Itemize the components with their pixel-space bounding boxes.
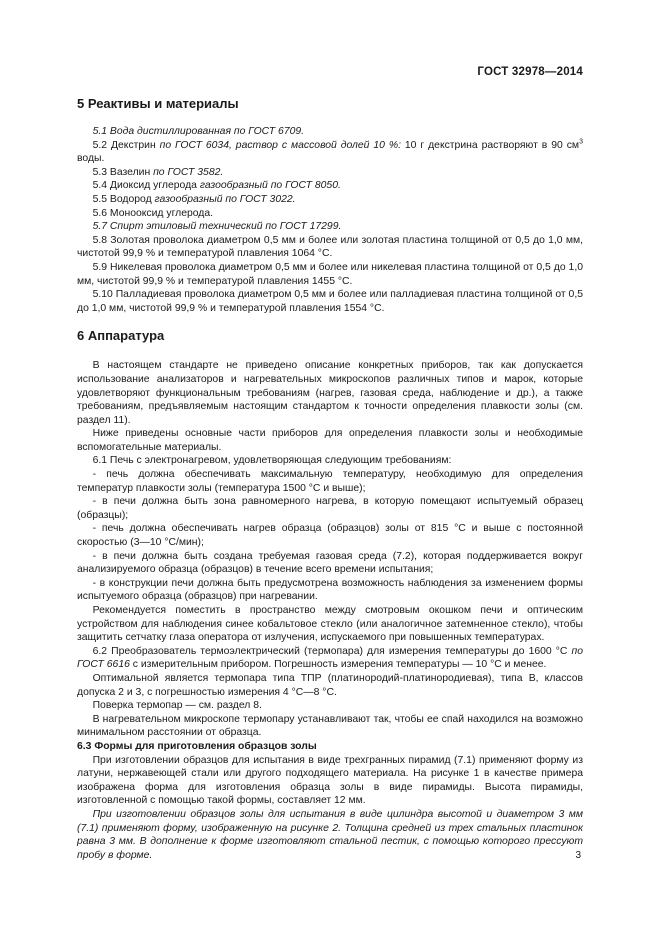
item-5-7: 5.7 Спирт этиловый технический по ГОСТ 17299. xyxy=(92,221,342,233)
paragraph: При изготовлении образцов для испытания в виде трехгранных пирамид (7.1) применяют форму из латуни, нержавеющей стали или другого подходящего материала. На рисунке 1 в качестве примера изображена форма для изготовления образца золы в виде пирамиды. Высота пирамиды, изготовленной с помощью такой формы, составляет 12 мм. xyxy=(77,754,583,807)
page-number: 3 xyxy=(575,850,581,861)
item-5-10: 5.10 Палладиевая проволока диаметром 0,5 мм и более или палладиевая пластина толщиной от 0,5 до 1,0 мм, чистотой 99,9 % и температурой плавления 1554 °С. xyxy=(77,289,583,314)
bullet-item: - печь должна обеспечивать максимальную температуру, необходимую для определения температур плавкости золы (температура 1500 °С и выше); xyxy=(77,469,583,494)
item-5-5: 5.5 Водород газообразный по ГОСТ 3022. xyxy=(92,193,296,205)
paragraph: Оптимальной является термопара типа ТПР (платинородий-платинородиевая), типа В, классов допуска 2 и 3, с погрешностью измерения 4 °С—8 °С. xyxy=(77,672,583,698)
item-5-1: 5.1 Вода дистиллированная по ГОСТ 6709. xyxy=(92,126,305,137)
paragraph: Ниже приведены основные части приборов для определения плавкости золы и необходимые вспомогательные материалы. xyxy=(77,428,583,453)
paragraph: При изготовлении образцов золы для испытания в виде цилиндра высотой и диаметром 3 мм (7.1) применяют форму, изображенную на рисунке 2. Толщина средней из трех стальных пластинок равна 3 мм. В дополнение к форме изготовляют стальной пестик, с помощью которого прессуют пробу в форме. xyxy=(77,808,583,861)
item-5-9: 5.9 Никелевая проволока диаметром 0,5 мм и более или никелевая пластина толщиной от 0,5 до 1,0 мм, чистотой 99,9 % и температурой плавления 1455 °С. xyxy=(77,261,583,287)
subsection-6-3-title: 6.3 Формы для приготовления образцов золы xyxy=(77,740,317,752)
section-6-title: 6 Аппаратура xyxy=(77,328,165,344)
paragraph: Поверка термопар — см. раздел 8. xyxy=(92,700,262,712)
page-content xyxy=(77,96,583,862)
paragraph: В настоящем стандарте не приведено описание конкретных приборов, так как допускается использование анализаторов и нагревательных микроскопов различных типов и марок, которые удовлетворяют функциональным требованиям (нагрев, газовая среда, наблюдение и др.), а также требованиям, предъявляемым настоящим стандартом к точности определения плавкости золы (см. раздел 11). xyxy=(77,360,583,426)
item-5-8: 5.8 Золотая проволока диаметром 0,5 мм и более или золотая пластина толщиной от 0,5 до 1,0 мм, чистотой 99,9 % и температурой плавления 1064 °С. xyxy=(77,234,583,260)
item-5-4: 5.4 Диоксид углерода газообразный по ГОСТ 8050. xyxy=(92,180,341,192)
standard-code: ГОСТ 32978—2014 xyxy=(477,66,583,78)
item-5-6: 5.6 Монооксид углерода. xyxy=(92,207,214,219)
section-5-title: 5 Реактивы и материалы xyxy=(77,96,239,111)
item-5-2: 5.2 Декстрин по ГОСТ 6034, раствор с массовой долей 10 %: 10 г декстрина растворяют в 90 $см^3$ воды. xyxy=(77,138,583,165)
bullet-item: - печь должна обеспечивать нагрев образца (образцов) золы от 815 °С и выше с постоянной скоростью (3—10 °С/мин); xyxy=(77,523,583,549)
item-6-2: 6.2 Преобразователь термоэлектрический (термопара) для измерения температуры до 1600 °С по ГОСТ 6616 с измерительным прибором. Погрешность измерения температуры — 10 °С и менее. xyxy=(77,645,583,671)
bullet-item: - в печи должна быть создана требуемая газовая среда (7.2), которая поддерживается вокруг анализируемого образца (образцов) в течение всего времени испытания; xyxy=(77,550,583,576)
bullet-item: - в конструкции печи должна быть предусмотрена возможность наблюдения за изменением формы испытуемого образца (образцов) при нагревании. xyxy=(77,577,583,603)
bullet-item: - в печи должна быть зона равномерного нагрева, в которую помещают испытуемый образец (образцы); xyxy=(77,496,583,521)
item-6-1: 6.1 Печь с электронагревом, удовлетворяющая следующим требованиям: xyxy=(92,455,452,467)
paragraph: Рекомендуется поместить в пространство между смотровым окошком печи и оптическим устройством для наблюдения синее кобальтовое стекло (или аналогичное затемненное стекло), чтобы защитить сетчатку глаза оператора от излучения, испускаемого при повышенных температурах. xyxy=(77,605,583,644)
item-5-3: 5.3 Вазелин по ГОСТ 3582. xyxy=(92,166,224,178)
paragraph: В нагревательном микроскопе термопару устанавливают так, чтобы ее спай находился на возможно минимальном расстоянии от образца. xyxy=(77,713,583,739)
